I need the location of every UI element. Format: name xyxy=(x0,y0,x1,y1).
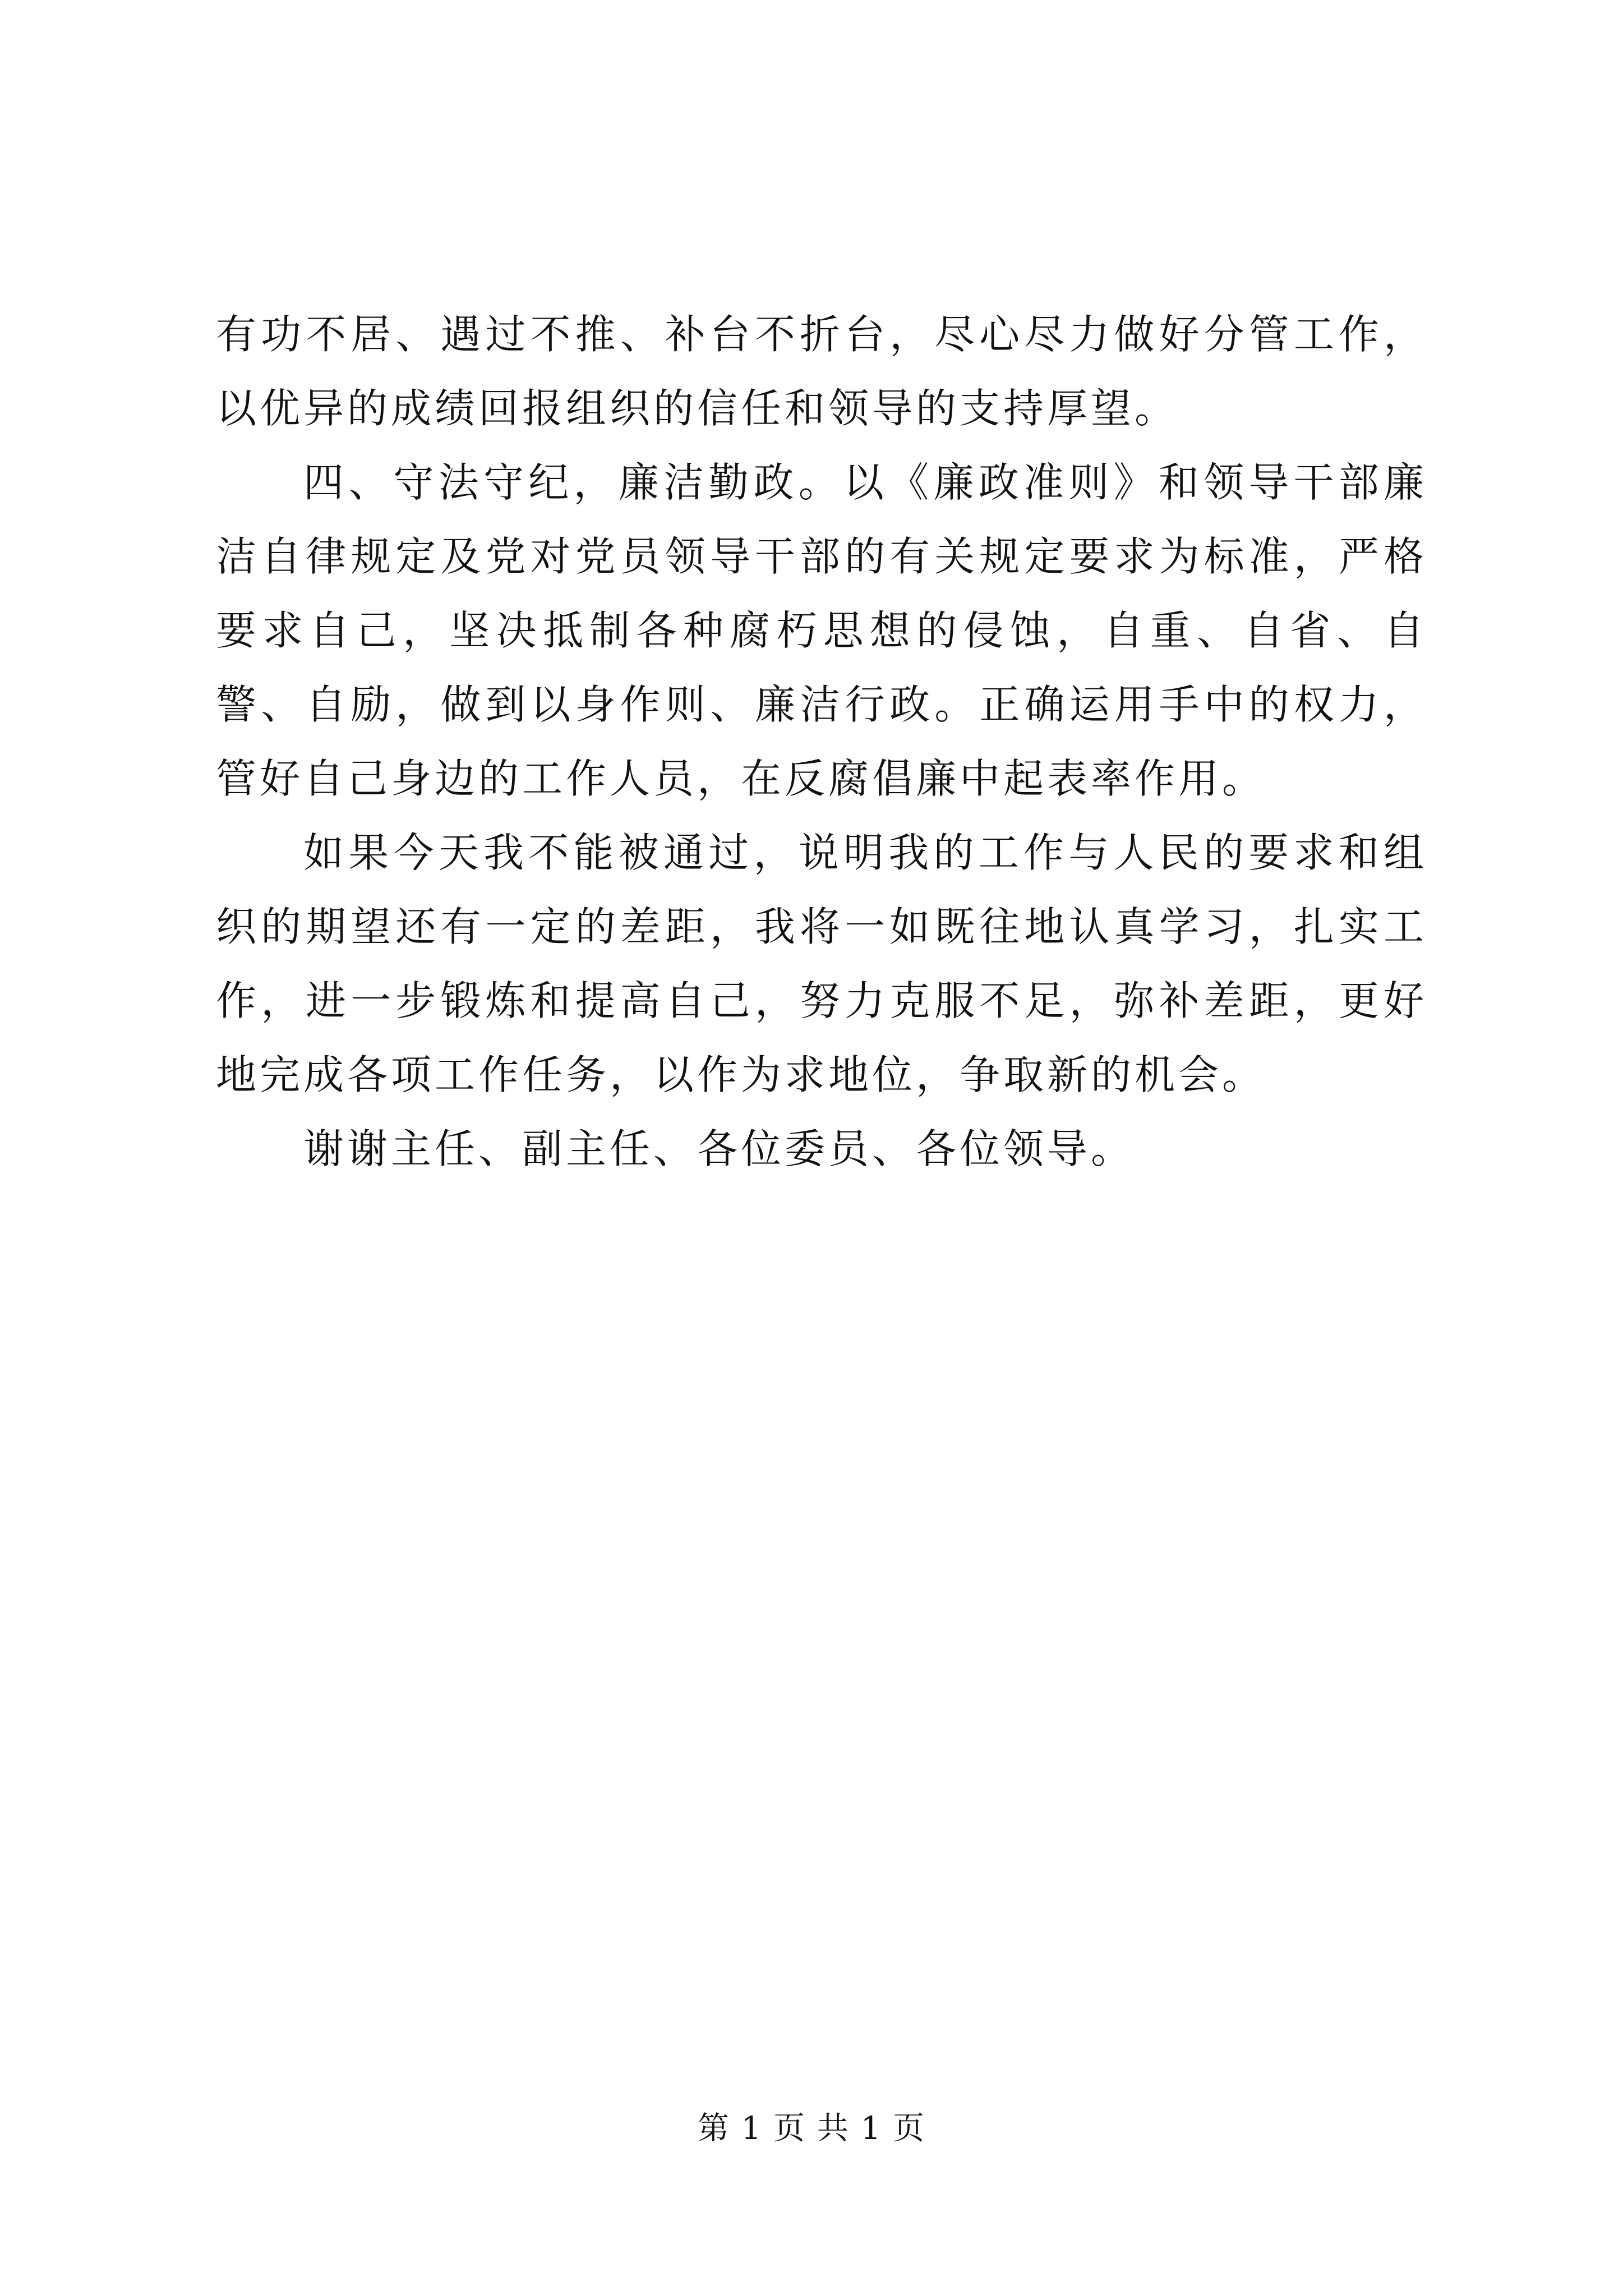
page-number-footer: 第 1 页 共 1 页 xyxy=(697,2110,926,2147)
paragraph-if-not-passed: 如果今天我不能被通过，说明我的工作与人民的要求和组织的期望还有一定的差距，我将一如既往地认真学习，扎实工作，进一步锻炼和提高自己，努力克服不足，弥补差距，更好地完成各项工作任务，以作为求地位，争取新的机会。 xyxy=(216,829,1427,1098)
document-body xyxy=(216,297,1427,1186)
paragraph-integrity: 四、守法守纪，廉洁勤政。以《廉政准则》和领导干部廉洁自律规定及党对党员领导干部的有关规定要求为标准，严格要求自己，坚决抵制各种腐朽思想的侵蚀，自重、自省、自警、自励，做到以身作则、廉洁行政。正确运用手中的权力，管好自己身边的工作人员，在反腐倡廉中起表率作用。 xyxy=(216,459,1427,802)
paragraph-thanks: 谢谢主任、副主任、各位委员、各位领导。 xyxy=(303,1125,1135,1172)
paragraph-continuation: 有功不居、遇过不推、补台不折台，尽心尽力做好分管工作，以优异的成绩回报组织的信任和领导的支持厚望。 xyxy=(216,311,1427,432)
